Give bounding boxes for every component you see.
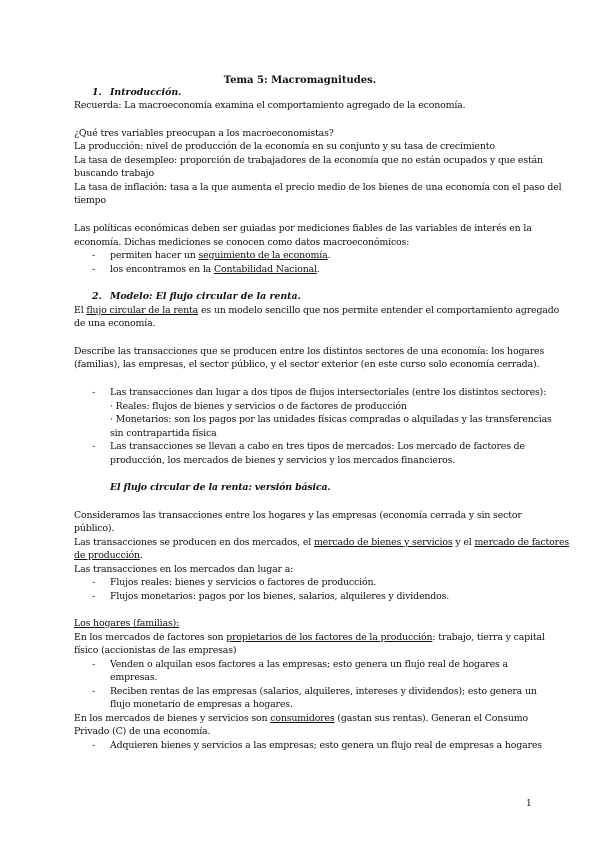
desempleo-line-2: buscando trabajo [74, 168, 154, 179]
hogares-heading: Los hogares (familias): [74, 618, 180, 629]
dan-lugar-line: Las transacciones en los mercados dan lugar a: [74, 564, 294, 575]
inflacion-line-1: La tasa de inflación: tasa a la que aumenta el precio medio de los bienes de una economía con el paso del [74, 182, 562, 193]
mercados-two-line-2: de producción. [74, 550, 143, 561]
version-basica-subtitle: El flujo circular de la renta: versión básica. [110, 482, 331, 493]
bullet-dash: - [92, 264, 96, 275]
flujo-line-2: de una economía. [74, 318, 156, 329]
hogares-line-2: físico (accionistas de las empresas) [74, 645, 237, 656]
mercados-line-1: Las transacciones se llevan a cabo en tres tipos de mercados: Los mercado de factores de [110, 441, 525, 452]
politicas-line-2: economía. Dichas mediciones se conocen como datos macroeconómicos: [74, 237, 410, 248]
venden-line-1: Venden o alquilan esos factores a las empresas; esto genera un flujo real de hogares a [110, 659, 508, 670]
transacciones-reales: · Reales: flujos de bienes y servicios o de factores de producción [110, 401, 407, 412]
bullet-seguimiento: permiten hacer un seguimiento de la economía. [110, 250, 331, 261]
section-2-number: 2. [92, 291, 102, 302]
question-line: ¿Qué tres variables preocupan a los macroeconomistas? [74, 128, 334, 139]
flujo-line-1: El flujo circular de la renta es un modelo sencillo que nos permite entender el comportamiento agregado [74, 305, 560, 316]
section-1-heading: Introducción. [110, 87, 182, 98]
inflacion-line-2: tiempo [74, 195, 106, 206]
bullet-dash: - [92, 250, 96, 261]
bullet-dash: - [92, 387, 96, 398]
consumidores-line-2: Privado (C) de una economía. [74, 726, 211, 737]
reciben-line-1: Reciben rentas de las empresas (salarios, alquileres, intereses y dividendos); esto genera un [110, 686, 537, 697]
mercados-line-2: producción, los mercados de bienes y servicios y los mercados financieros. [110, 455, 456, 466]
transacciones-monetarios: · Monetarios: son los pagos por las unidades físicas compradas o alquiladas y las transferencias [110, 414, 552, 425]
recuerda-line: Recuerda: La macroeconomía examina el comportamiento agregado de la economía. [74, 100, 466, 111]
transacciones-line-1: Las transacciones dan lugar a dos tipos de flujos intersectoriales (entre los distintos sectores): [110, 387, 547, 398]
document-title: Tema 5: Macromagnitudes. [223, 75, 377, 86]
bullet-dash: - [92, 686, 96, 697]
consideramos-line-1: Consideramos las transacciones entre los hogares y las empresas (economía cerrada y sin sector [74, 510, 522, 521]
section-2-heading: Modelo: El flujo circular de la renta. [110, 291, 301, 302]
page-number: 1 [526, 799, 532, 809]
bullet-dash: - [92, 740, 96, 751]
bullet-dash: - [92, 577, 96, 588]
consideramos-line-2: público). [74, 523, 115, 534]
flujos-monetarios: Flujos monetarios: pagos por los bienes, salarios, alquileres y dividendos. [110, 591, 450, 602]
section-1-number: 1. [92, 87, 102, 98]
reciben-line-2: flujo monetario de empresas a hogares. [110, 699, 293, 710]
bullet-dash: - [92, 441, 96, 452]
venden-line-2: empresas. [110, 672, 158, 683]
bullet-dash: - [92, 591, 96, 602]
hogares-line-1: En los mercados de factores son propietarios de los factores de la producción: trabajo, tierra y capital [74, 632, 545, 643]
produccion-line: La producción: nivel de producción de la economía en su conjunto y su tasa de crecimiento [74, 141, 495, 152]
desempleo-line-1: La tasa de desempleo: proporción de trabajadores de la economía que no están ocupados y que están [74, 155, 543, 166]
describe-line-2: (familias), las empresas, el sector público, y el sector exterior (en este curso solo economía cerrada). [74, 359, 540, 370]
mercados-two-line-1: Las transacciones se producen en dos mercados, el mercado de bienes y servicios y el mercado de factores [74, 537, 570, 548]
bullet-contabilidad: los encontramos en la Contabilidad Nacional. [110, 264, 320, 275]
transacciones-line-4: sin contrapartida física [110, 428, 217, 439]
adquieren-line: Adquieren bienes y servicios a las empresas; esto genera un flujo real de empresas a hogares [110, 740, 542, 751]
bullet-dash: - [92, 659, 96, 670]
flujos-reales: Flujos reales: bienes y servicios o factores de producción. [110, 577, 377, 588]
describe-line-1: Describe las transacciones que se producen entre los distintos sectores de una economía: los hogares [74, 346, 545, 357]
politicas-line-1: Las políticas económicas deben ser guiadas por mediciones fiables de las variables de interés en la [74, 223, 532, 234]
consumidores-line-1: En los mercados de bienes y servicios son consumidores (gastan sus rentas). Generan el Consumo [74, 713, 528, 724]
